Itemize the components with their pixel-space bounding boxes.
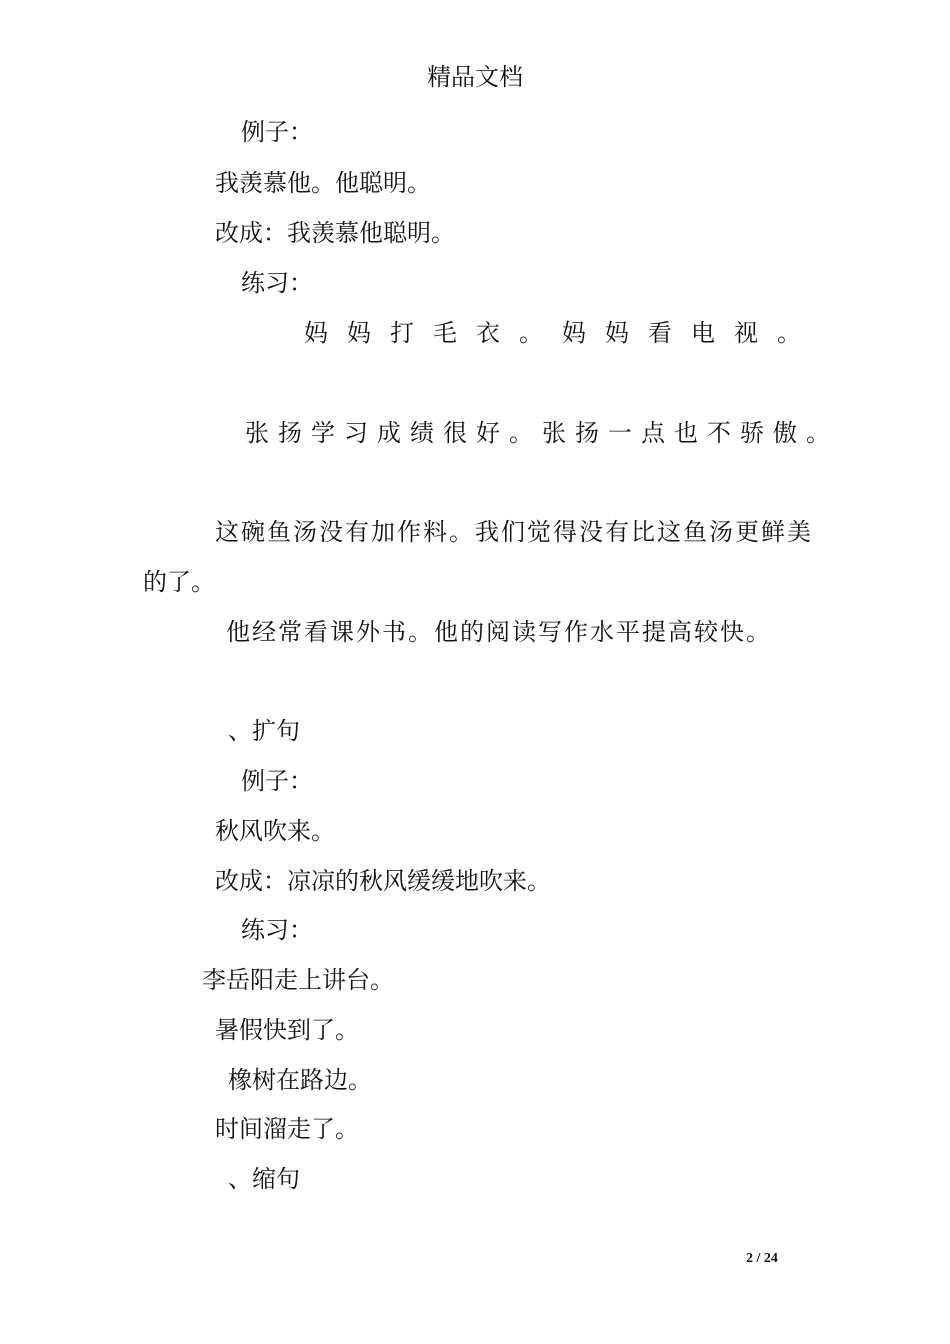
document-header: 精品文档 [427,63,523,91]
section-heading-expand-sentence: 、扩句 [228,717,300,745]
exercise-sentence-2: 张扬学习成绩很好。张扬一点也不骄傲。 [245,419,839,447]
example-answer: 改成：凉凉的秋风缓缓地吹来。 [215,867,551,895]
exercise-sentence-8: 时间溜走了。 [215,1115,359,1143]
exercise-label: 练习： [241,269,313,297]
exercise-sentence-1: 妈妈打毛衣。妈妈看电视。 [304,319,820,347]
exercise-sentence-5: 李岳阳走上讲台。 [202,966,394,994]
exercise-sentence-3-continued: 的了。 [143,568,215,596]
exercise-sentence-7: 橡树在路边。 [228,1066,372,1094]
example-label: 例子： [241,118,313,146]
exercise-sentence-6: 暑假快到了。 [215,1016,359,1044]
exercise-label: 练习： [241,916,313,944]
exercise-sentence-4: 他经常看课外书。他的阅读写作水平提高较快。 [226,618,772,646]
example-answer: 改成：我羡慕他聪明。 [215,219,455,247]
example-sentence: 我羡慕他。他聪明。 [215,169,431,197]
exercise-sentence-3: 这碗鱼汤没有加作料。我们觉得没有比这鱼汤更鲜美 [215,518,813,546]
section-heading-shorten-sentence: 、缩句 [228,1165,300,1193]
page-number: 2 / 24 [746,1251,778,1266]
example-label: 例子： [241,767,313,795]
example-sentence: 秋风吹来。 [215,817,335,845]
